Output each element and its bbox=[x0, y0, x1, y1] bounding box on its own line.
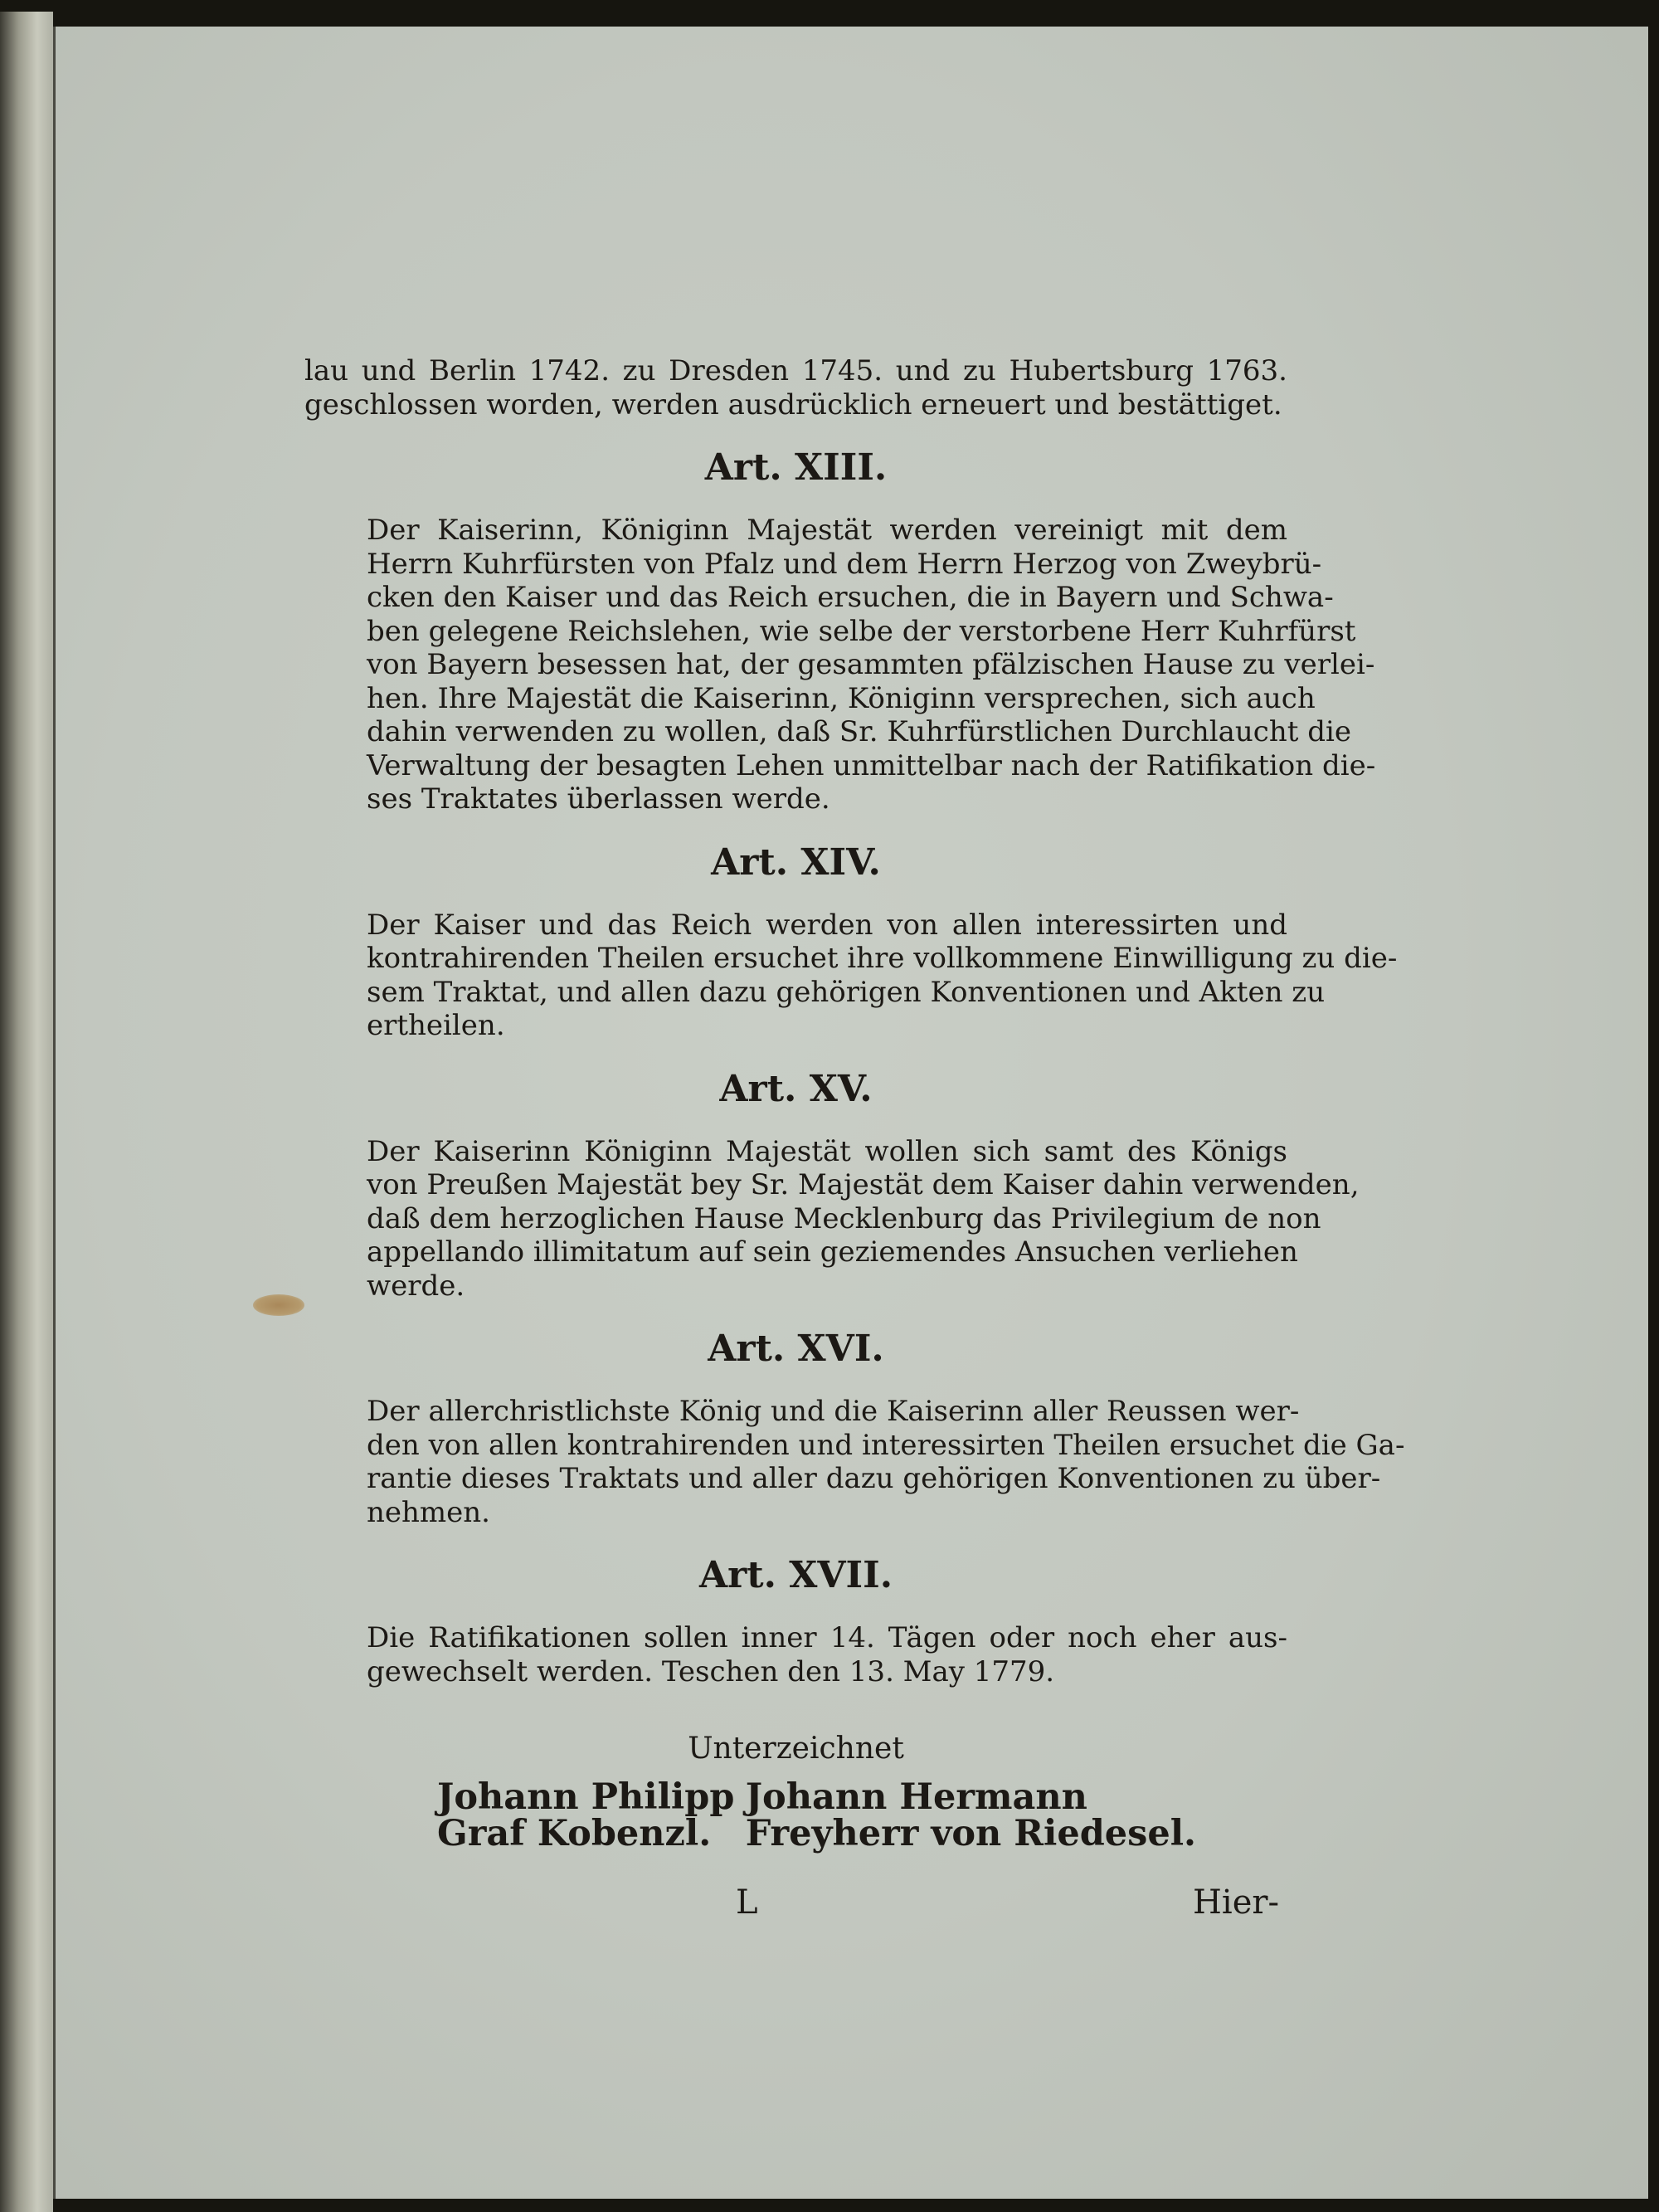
article-heading: Art. XVI. bbox=[708, 1328, 884, 1370]
signature-name-line: Johann Philipp bbox=[437, 1776, 735, 1818]
article-paragraph bbox=[304, 1621, 1287, 1688]
text-line: von Bayern besessen hat, der gesammten pfälzischen Hause zu verlei- bbox=[367, 648, 1375, 681]
article-heading: Art. XIII. bbox=[704, 446, 888, 489]
signatures-row bbox=[304, 1776, 1287, 1854]
text-line: Die Ratifikationen sollen inner 14. Tägen oder noch eher aus- bbox=[367, 1621, 1287, 1654]
continuation-paragraph bbox=[304, 354, 1287, 421]
text-line: dahin verwenden zu wollen, daß Sr. Kuhrfürstlichen Durchlaucht die bbox=[367, 715, 1351, 748]
signature-right bbox=[745, 1776, 1196, 1854]
text-line: den von allen kontrahirenden und interessirten Theilen ersuchet die Ga- bbox=[367, 1428, 1405, 1462]
text-line: Herrn Kuhrfürsten von Pfalz und dem Herrn Herzog von Zweybrü- bbox=[367, 547, 1322, 581]
text-line: sem Traktat, und allen dazu gehörigen Konventionen und Akten zu bbox=[367, 975, 1326, 1009]
text-line: lau und Berlin 1742. zu Dresden 1745. und zu Hubertsburg 1763. bbox=[304, 354, 1287, 387]
text-line: Der Kaiser und das Reich werden von allen interessirten und bbox=[367, 908, 1287, 942]
text-line: appellando illimitatum auf sein geziemendes Ansuchen verliehen bbox=[367, 1235, 1298, 1269]
signature-name-line: Johann Hermann bbox=[745, 1776, 1087, 1818]
article-heading: Art. XVII. bbox=[698, 1554, 893, 1596]
text-line: Der allerchristlichste König und die Kaiserinn aller Reussen wer- bbox=[367, 1395, 1300, 1428]
article-heading: Art. XIV. bbox=[711, 840, 881, 884]
signature-name-line: Graf Kobenzl. bbox=[437, 1813, 712, 1854]
text-line: gewechselt werden. Teschen den 13. May 1779. bbox=[367, 1654, 1055, 1688]
text-line: nehmen. bbox=[367, 1495, 490, 1529]
text-block bbox=[304, 354, 1405, 1922]
document-page bbox=[53, 27, 1648, 2199]
signature-name-line: Freyherr von Riedesel. bbox=[745, 1813, 1196, 1854]
text-line: kontrahirenden Theilen ersuchet ihre vollkommene Einwilligung zu die- bbox=[367, 942, 1398, 975]
signatures-title: Unterzeichnet bbox=[688, 1732, 904, 1766]
text-line: rantie dieses Traktats und aller dazu gehörigen Konventionen zu über- bbox=[367, 1462, 1381, 1495]
text-line: cken den Kaiser und das Reich ersuchen, die in Bayern und Schwa- bbox=[367, 581, 1334, 614]
paper-stain bbox=[253, 1294, 304, 1316]
page-footer bbox=[304, 1883, 1287, 1922]
text-line: Verwaltung der besagten Lehen unmittelbar nach der Ratifikation die- bbox=[367, 748, 1376, 782]
text-line: hen. Ihre Majestät die Kaiserinn, Königinn versprechen, sich auch bbox=[367, 681, 1316, 715]
text-line: Der Kaiserinn, Königinn Majestät werden vereinigt mit dem bbox=[367, 514, 1287, 547]
text-line: daß dem herzoglichen Hause Mecklenburg das Privilegium de non bbox=[367, 1201, 1321, 1235]
text-line: ses Traktates überlassen werde. bbox=[367, 782, 830, 816]
text-line: geschlossen worden, werden ausdrücklich erneuert und bestättiget. bbox=[304, 387, 1282, 421]
article-heading: Art. XV. bbox=[719, 1067, 873, 1110]
catchword: Hier- bbox=[1193, 1883, 1279, 1922]
text-line: Der Kaiserinn Königinn Majestät wollen sich samt des Königs bbox=[367, 1134, 1287, 1168]
text-line: ertheilen. bbox=[367, 1009, 505, 1042]
article-paragraph bbox=[304, 514, 1376, 816]
article-paragraph bbox=[304, 1134, 1360, 1303]
text-line: ben gelegene Reichslehen, wie selbe der verstorbene Herr Kuhrfürst bbox=[367, 614, 1356, 648]
signature-left bbox=[437, 1776, 735, 1854]
article-paragraph bbox=[304, 908, 1398, 1043]
text-line: von Preußen Majestät bey Sr. Majestät dem Kaiser dahin verwenden, bbox=[367, 1168, 1360, 1201]
article-paragraph bbox=[304, 1395, 1405, 1529]
book-spine bbox=[0, 12, 53, 2212]
signature-mark: L bbox=[736, 1883, 758, 1922]
text-line: werde. bbox=[367, 1269, 465, 1303]
